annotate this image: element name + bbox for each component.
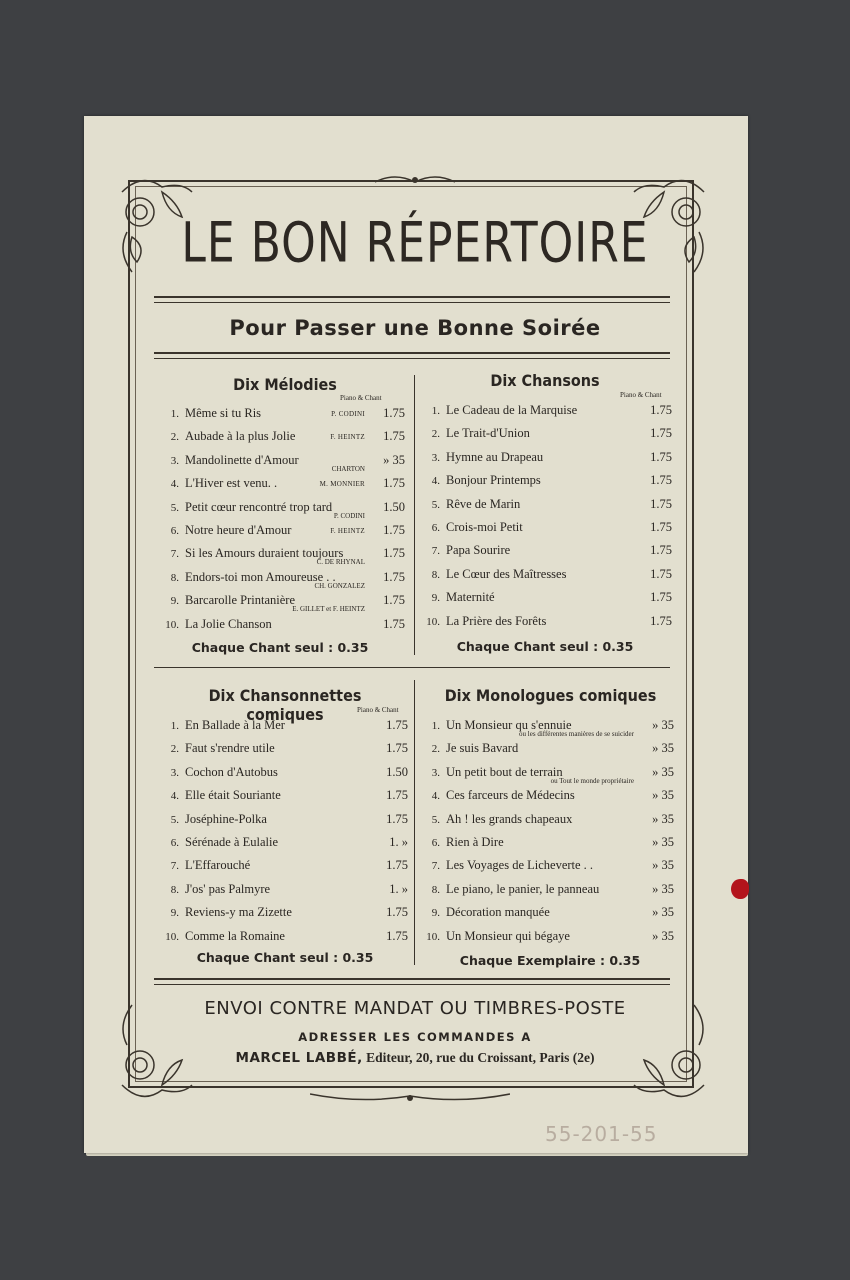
- item-number: 4.: [431, 790, 440, 803]
- item-price: 1.75: [650, 496, 672, 511]
- item-price: 1.75: [650, 543, 672, 558]
- list-item: [163, 718, 408, 741]
- item-number: 2.: [170, 743, 179, 756]
- item-number: 10.: [165, 930, 179, 943]
- item-number: 2.: [170, 431, 179, 444]
- item-title: Décoration manquée: [446, 905, 550, 920]
- list-item: [424, 543, 672, 566]
- item-price: 1.75: [650, 613, 672, 628]
- item-subtitle: C. DE RHYNAL: [316, 558, 365, 567]
- item-number: 2.: [431, 428, 440, 441]
- item-price: 1.75: [386, 788, 408, 803]
- item-price: 1.75: [383, 476, 405, 491]
- item-number: 6.: [170, 524, 179, 537]
- item-price: 1.75: [383, 569, 405, 584]
- list-item: [424, 788, 674, 811]
- chansonnettes-list: [163, 718, 408, 952]
- item-price: 1.75: [386, 741, 408, 756]
- divider: [154, 302, 670, 303]
- item-price: 1.75: [650, 519, 672, 534]
- list-item: [163, 500, 405, 523]
- list-item: [424, 473, 672, 496]
- item-number: 9.: [431, 592, 440, 605]
- list-item: [424, 450, 672, 473]
- item-title: Bonjour Printemps: [446, 473, 541, 488]
- item-price: 1.75: [386, 811, 408, 826]
- list-item: [424, 905, 674, 928]
- item-title: Endors-toi mon Amoureuse . .: [185, 569, 336, 584]
- item-title: En Ballade à la Mer: [185, 718, 285, 732]
- item-price: 1.75: [386, 858, 408, 873]
- item-price: 1.75: [650, 449, 672, 464]
- item-number: 2.: [431, 743, 440, 756]
- item-price: » 35: [652, 718, 674, 732]
- scroll-ornament-icon: [310, 1090, 510, 1106]
- item-number: 8.: [431, 568, 440, 581]
- item-title: Cochon d'Autobus: [185, 764, 278, 779]
- item-number: 3.: [431, 451, 440, 464]
- item-title: Maternité: [446, 590, 495, 605]
- item-price: » 35: [652, 858, 674, 873]
- item-number: 1.: [431, 405, 440, 417]
- item-title: Faut s'rendre utile: [185, 741, 275, 756]
- melodies-list: [163, 406, 405, 640]
- item-price: » 35: [652, 788, 674, 803]
- chansons-footer: Chaque Chant seul : 0.35: [456, 639, 634, 654]
- item-title: Papa Sourire: [446, 543, 511, 558]
- item-price: » 35: [652, 764, 674, 779]
- melodies-footer: Chaque Chant seul : 0.35: [191, 640, 369, 655]
- list-item: [163, 741, 408, 764]
- item-price: 1.75: [383, 593, 405, 608]
- item-price: 1.50: [383, 499, 405, 514]
- list-item: [163, 570, 405, 593]
- handwritten-reference: 55-201-55: [545, 1122, 658, 1146]
- item-title: Mandolinette d'Amour: [185, 452, 299, 467]
- item-title: Je suis Bavard: [446, 741, 519, 756]
- item-price: 1.75: [650, 426, 672, 441]
- item-number: 8.: [170, 571, 179, 584]
- item-price: » 35: [652, 905, 674, 920]
- item-number: 7.: [431, 860, 440, 873]
- item-number: 9.: [431, 907, 440, 920]
- list-item: [163, 812, 408, 835]
- item-title: Rien à Dire: [446, 834, 504, 849]
- divider: [154, 352, 670, 354]
- item-title: Aubade à la plus Jolie: [185, 429, 296, 444]
- item-price: » 35: [383, 452, 405, 467]
- item-number: 1.: [170, 408, 179, 420]
- item-title: Reviens-y ma Zizette: [185, 905, 292, 920]
- item-number: 1.: [170, 720, 179, 732]
- list-item: [424, 590, 672, 613]
- item-number: 10.: [426, 930, 440, 943]
- piano-chant-label: Piano & Chant: [357, 706, 399, 714]
- item-number: 4.: [170, 478, 179, 491]
- item-price: 1.75: [386, 905, 408, 920]
- list-item: [424, 426, 672, 449]
- item-number: 5.: [170, 501, 179, 514]
- piano-chant-label: Piano & Chant: [340, 394, 382, 402]
- item-title: La Prière des Forêts: [446, 613, 547, 628]
- list-item: [424, 929, 674, 952]
- divider: [154, 667, 670, 668]
- divider: [154, 296, 670, 298]
- item-price: 1.75: [386, 928, 408, 943]
- item-number: 9.: [170, 907, 179, 920]
- item-price: 1. »: [389, 834, 408, 849]
- item-price: 1.75: [386, 718, 408, 732]
- item-price: 1. »: [389, 881, 408, 896]
- list-item: [424, 520, 672, 543]
- list-item: [424, 718, 674, 741]
- divider: [154, 358, 670, 359]
- item-price: » 35: [652, 811, 674, 826]
- item-title: Un Monsieur qui bégaye: [446, 928, 570, 943]
- item-number: 4.: [170, 790, 179, 803]
- item-price: 1.75: [650, 473, 672, 488]
- item-number: 3.: [170, 766, 179, 779]
- item-title: Crois-moi Petit: [446, 519, 523, 534]
- monologues-list: [424, 718, 674, 952]
- item-number: 7.: [170, 548, 179, 561]
- item-number: 10.: [426, 615, 440, 628]
- item-title: Hymne au Drapeau: [446, 449, 544, 464]
- section-heading-melodies: Dix Mélodies: [233, 375, 337, 394]
- list-item: [163, 765, 408, 788]
- item-title: L'Effarouché: [185, 858, 251, 873]
- item-author: M. MONNIER: [319, 480, 365, 489]
- item-price: 1.50: [386, 764, 408, 779]
- item-price: 1.75: [650, 566, 672, 581]
- item-number: 9.: [170, 595, 179, 608]
- item-price: 1.75: [383, 429, 405, 444]
- item-title: Sérénade à Eulalie: [185, 834, 279, 849]
- item-number: 7.: [170, 860, 179, 873]
- item-subtitle: E. GILLET et F. HEINTZ: [292, 605, 365, 614]
- item-number: 8.: [170, 883, 179, 896]
- item-number: 3.: [170, 454, 179, 467]
- publisher-name: MARCEL LABBÉ,: [235, 1050, 363, 1066]
- item-number: 5.: [431, 498, 440, 511]
- item-title: La Jolie Chanson: [185, 616, 272, 631]
- divider: [154, 978, 670, 980]
- item-title: Même si tu Ris: [185, 406, 262, 420]
- list-item: [163, 523, 405, 546]
- item-subtitle: P. CODINI: [333, 511, 365, 520]
- list-item: [163, 858, 408, 881]
- item-title: Le Trait-d'Union: [446, 426, 530, 441]
- item-author: P. CODINI: [331, 410, 365, 418]
- item-price: 1.75: [383, 616, 405, 631]
- item-number: 7.: [431, 545, 440, 558]
- item-subtitle: ou Tout le monde propriétaire: [550, 776, 634, 785]
- item-price: » 35: [652, 928, 674, 943]
- list-item: [163, 429, 405, 452]
- column-divider: [414, 680, 415, 965]
- item-title: Joséphine-Polka: [185, 811, 267, 826]
- item-title: Elle était Souriante: [185, 788, 281, 803]
- list-item: [163, 593, 405, 616]
- red-seal-mark: [731, 879, 749, 899]
- chansons-list: [424, 403, 672, 637]
- item-subtitle: CH. GONZALEZ: [314, 581, 365, 590]
- item-price: 1.75: [650, 403, 672, 417]
- item-subtitle: ou les différentes manières de se suicider: [519, 730, 634, 738]
- list-item: [424, 882, 674, 905]
- item-title: Ces farceurs de Médecins: [446, 788, 575, 803]
- section-heading-chansonnettes: Dix Chansonnettes comiques: [208, 686, 362, 724]
- list-item: [163, 882, 408, 905]
- publisher-line: [150, 1050, 680, 1066]
- subtitle: Pour Passer une Bonne Soirée: [229, 316, 601, 340]
- page-title: LE BON RÉPERTOIRE: [181, 211, 649, 276]
- item-title: Un Monsieur qu s'ennuie: [446, 718, 572, 732]
- item-number: 6.: [431, 836, 440, 849]
- list-item: [163, 905, 408, 928]
- list-item: [424, 812, 674, 835]
- list-item: [424, 567, 672, 590]
- list-item: [163, 929, 408, 952]
- divider: [154, 984, 670, 985]
- item-price: » 35: [652, 834, 674, 849]
- item-number: 6.: [170, 836, 179, 849]
- list-item: [163, 788, 408, 811]
- item-number: 4.: [431, 475, 440, 488]
- item-title: Ah ! les grands chapeaux: [446, 811, 573, 826]
- scroll-ornament-icon: [375, 172, 455, 188]
- item-subtitle: CHARTON: [331, 464, 365, 473]
- item-number: 8.: [431, 883, 440, 896]
- item-title: Rêve de Marin: [446, 496, 521, 511]
- item-title: Les Voyages de Licheverte . .: [446, 858, 594, 873]
- item-author: F. HEINTZ: [330, 433, 365, 442]
- list-item: [163, 406, 405, 429]
- column-divider: [414, 375, 415, 655]
- item-number: 5.: [170, 813, 179, 826]
- item-title: Un petit bout de terrain: [446, 764, 563, 779]
- item-title: Le piano, le panier, le panneau: [446, 881, 600, 896]
- item-title: J'os' pas Palmyre: [185, 881, 271, 896]
- item-author: F. HEINTZ: [330, 526, 365, 535]
- item-number: 6.: [431, 521, 440, 534]
- list-item: [424, 741, 674, 764]
- list-item: [424, 765, 674, 788]
- chansonnettes-footer: Chaque Chant seul : 0.35: [196, 950, 374, 965]
- item-price: » 35: [652, 741, 674, 756]
- list-item: [163, 546, 405, 569]
- item-title: Le Cœur des Maîtresses: [446, 566, 567, 581]
- list-item: [163, 476, 405, 499]
- item-title: Barcarolle Printanière: [185, 593, 296, 608]
- item-number: 10.: [165, 618, 179, 631]
- list-item: [163, 453, 405, 476]
- item-number: 1.: [431, 720, 440, 732]
- item-price: » 35: [652, 881, 674, 896]
- section-heading-monologues: Dix Monologues comiques: [444, 686, 657, 705]
- item-price: 1.75: [383, 522, 405, 537]
- monologues-footer: Chaque Exemplaire : 0.35: [459, 953, 641, 968]
- item-title: Petit cœur rencontré trop tard: [185, 499, 333, 514]
- list-item: [424, 858, 674, 881]
- list-item: [424, 835, 674, 858]
- item-title: Le Cadeau de la Marquise: [446, 403, 578, 417]
- item-price: 1.75: [383, 546, 405, 561]
- item-title: Comme la Romaine: [185, 928, 285, 943]
- piano-chant-label: Piano & Chant: [620, 391, 662, 399]
- publisher-address: Editeur, 20, rue du Croissant, Paris (2e): [362, 1050, 595, 1065]
- list-item: [424, 497, 672, 520]
- envoi-notice: ENVOI CONTRE MANDAT OU TIMBRES-POSTE: [204, 998, 626, 1019]
- item-price: 1.75: [383, 406, 405, 420]
- list-item: [424, 403, 672, 426]
- list-item: [424, 614, 672, 637]
- item-price: 1.75: [650, 590, 672, 605]
- section-heading-chansons: Dix Chansons: [490, 371, 600, 390]
- list-item: [163, 617, 405, 640]
- item-title: L'Hiver est venu. .: [185, 476, 278, 491]
- item-number: 3.: [431, 766, 440, 779]
- list-item: [163, 835, 408, 858]
- order-address-label: ADRESSER LES COMMANDES A: [298, 1030, 532, 1044]
- item-title: Si les Amours duraient toujours: [185, 546, 344, 561]
- item-title: Notre heure d'Amour: [185, 522, 292, 537]
- item-number: 5.: [431, 813, 440, 826]
